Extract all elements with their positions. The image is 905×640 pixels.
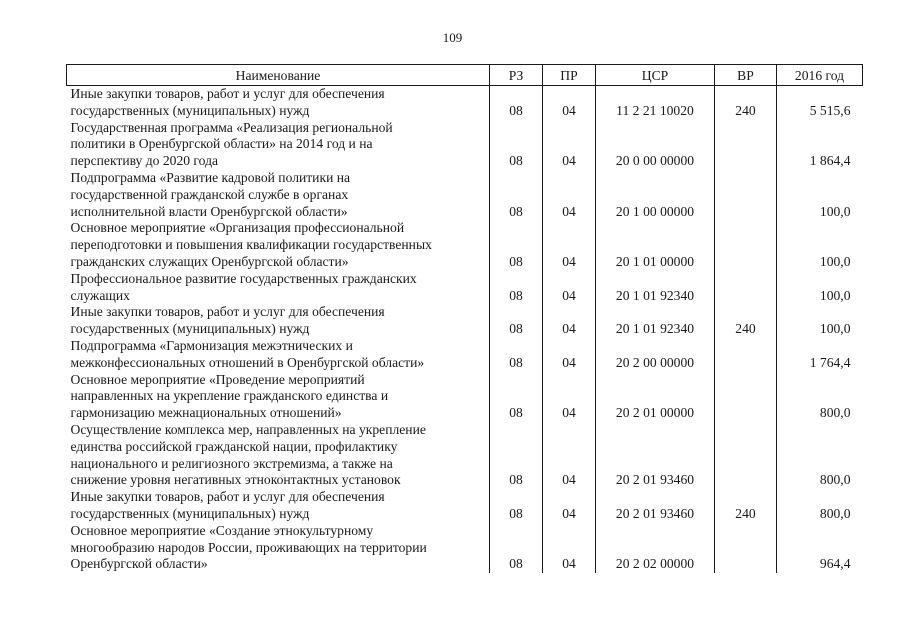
row-name: [67, 422, 490, 489]
row-name: [67, 170, 490, 220]
row-vr: [715, 422, 777, 489]
row-rz: 08: [490, 304, 543, 338]
row-amount: 1 864,4: [777, 120, 863, 170]
table-row: [67, 220, 863, 270]
table-row: [67, 120, 863, 170]
table-row: [67, 271, 863, 305]
header-csr: ЦСР: [596, 65, 715, 86]
header-vr: ВР: [715, 65, 777, 86]
row-rz: 08: [490, 338, 543, 372]
row-name-line: государственных (муниципальных) нужд: [70, 102, 310, 118]
row-name-line: Профессиональное развитие государственных гражданских: [70, 270, 417, 286]
row-name-line: Основное мероприятие «Создание этнокультурному: [70, 522, 374, 538]
row-amount: 800,0: [777, 489, 863, 523]
row-name-line: государственных (муниципальных) нужд: [70, 505, 310, 521]
row-rz: 08: [490, 220, 543, 270]
row-name-line: Оренбургской области»: [70, 556, 208, 572]
table-row: [67, 170, 863, 220]
row-vr: [715, 170, 777, 220]
row-name-line: государственных (муниципальных) нужд: [70, 321, 310, 337]
table-row: [67, 304, 863, 338]
row-name-line: Осуществление комплекса мер, направленных на укрепление: [70, 421, 426, 437]
row-amount: 100,0: [777, 170, 863, 220]
row-amount: 100,0: [777, 304, 863, 338]
row-rz: 08: [490, 86, 543, 120]
row-amount: 1 764,4: [777, 338, 863, 372]
row-rz: 08: [490, 120, 543, 170]
row-csr: 20 1 01 92340: [596, 304, 715, 338]
row-rz: 08: [490, 422, 543, 489]
row-vr: [715, 372, 777, 422]
row-rz: 08: [490, 271, 543, 305]
row-rz: 08: [490, 372, 543, 422]
row-name-line: многообразию народов России, проживающих на территории: [70, 539, 427, 555]
row-name-line: направленных на укрепление гражданского единства и: [70, 388, 389, 404]
row-name-line: Иные закупки товаров, работ и услуг для обеспечения: [70, 304, 385, 320]
row-name: [67, 523, 490, 573]
row-vr: [715, 220, 777, 270]
row-name-line: Иные закупки товаров, работ и услуг для обеспечения: [70, 489, 385, 505]
header-rz: РЗ: [490, 65, 543, 86]
row-vr: [715, 338, 777, 372]
row-csr: 20 1 01 00000: [596, 220, 715, 270]
budget-table: [66, 64, 863, 573]
row-name: [67, 372, 490, 422]
row-vr: [715, 120, 777, 170]
header-name: Наименование: [67, 65, 490, 86]
row-csr: 11 2 21 10020: [596, 86, 715, 120]
row-name: [67, 271, 490, 305]
table-row: [67, 489, 863, 523]
table-row: [67, 372, 863, 422]
row-vr: 240: [715, 489, 777, 523]
table-row: [67, 338, 863, 372]
row-name: [67, 489, 490, 523]
row-name-line: Подпрограмма «Гармонизация межэтнических и: [70, 337, 353, 353]
row-pr: 04: [543, 304, 596, 338]
row-vr: [715, 523, 777, 573]
row-name-line: гармонизацию межнациональных отношений»: [70, 405, 342, 421]
row-rz: 08: [490, 489, 543, 523]
table-header: [67, 65, 863, 86]
row-pr: 04: [543, 220, 596, 270]
row-name-line: Иные закупки товаров, работ и услуг для обеспечения: [70, 86, 385, 101]
table-row: [67, 422, 863, 489]
row-csr: 20 2 01 93460: [596, 422, 715, 489]
row-pr: 04: [543, 271, 596, 305]
row-name-line: служащих: [70, 287, 130, 303]
row-amount: 5 515,6: [777, 86, 863, 120]
row-pr: 04: [543, 489, 596, 523]
row-amount: 100,0: [777, 220, 863, 270]
row-csr: 20 1 00 00000: [596, 170, 715, 220]
row-name: [67, 86, 490, 120]
table-body: [67, 86, 863, 574]
row-csr: 20 2 02 00000: [596, 523, 715, 573]
row-name-line: исполнительной власти Оренбургской области»: [70, 203, 348, 219]
row-rz: 08: [490, 170, 543, 220]
row-pr: 04: [543, 170, 596, 220]
header-pr: ПР: [543, 65, 596, 86]
row-amount: 100,0: [777, 271, 863, 305]
table-row: [67, 86, 863, 120]
row-pr: 04: [543, 86, 596, 120]
row-name-line: Государственная программа «Реализация региональной: [70, 119, 393, 135]
row-csr: 20 2 01 93460: [596, 489, 715, 523]
row-vr: [715, 271, 777, 305]
row-amount: 964,4: [777, 523, 863, 573]
row-pr: 04: [543, 422, 596, 489]
row-pr: 04: [543, 372, 596, 422]
row-name-line: гражданских служащих Оренбургской области»: [70, 253, 349, 269]
row-name-line: Подпрограмма «Развитие кадровой политики на: [70, 169, 351, 185]
row-rz: 08: [490, 523, 543, 573]
header-year: 2016 год: [777, 65, 863, 86]
row-name-line: политики в Оренбургской области» на 2014 год и на: [70, 136, 373, 152]
row-name: [67, 338, 490, 372]
row-amount: 800,0: [777, 372, 863, 422]
row-csr: 20 2 01 00000: [596, 372, 715, 422]
row-name-line: Основное мероприятие «Проведение мероприятий: [70, 371, 365, 387]
row-csr: 20 1 01 92340: [596, 271, 715, 305]
row-vr: 240: [715, 86, 777, 120]
row-name: [67, 120, 490, 170]
row-name-line: Основное мероприятие «Организация профессиональной: [70, 220, 405, 236]
row-name-line: межконфессиональных отношений в Оренбургской области»: [70, 354, 425, 370]
row-pr: 04: [543, 338, 596, 372]
row-csr: 20 0 00 00000: [596, 120, 715, 170]
row-csr: 20 2 00 00000: [596, 338, 715, 372]
row-name-line: единства российской гражданской нации, профилактику: [70, 438, 398, 454]
table-row: [67, 523, 863, 573]
row-name-line: переподготовки и повышения квалификации государственных: [70, 237, 432, 253]
row-amount: 800,0: [777, 422, 863, 489]
row-pr: 04: [543, 523, 596, 573]
row-name-line: перспективу до 2020 года: [70, 153, 219, 169]
row-name-line: снижение уровня негативных этноконтактных установок: [70, 472, 401, 488]
row-vr: 240: [715, 304, 777, 338]
row-name: [67, 304, 490, 338]
row-name: [67, 220, 490, 270]
page-number: 109: [442, 30, 463, 45]
row-pr: 04: [543, 120, 596, 170]
row-name-line: государственной гражданской службе в органах: [70, 186, 349, 202]
row-name-line: национального и религиозного экстремизма, а также на: [70, 455, 393, 471]
